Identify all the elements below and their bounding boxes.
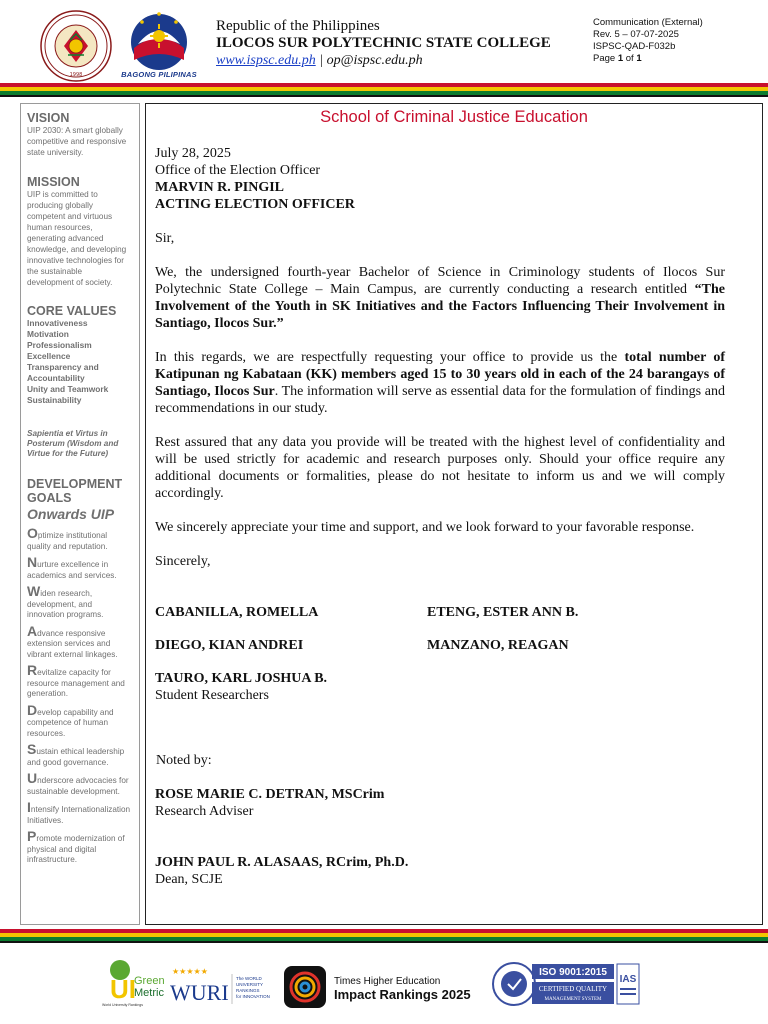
doc-classification: Communication (External)	[593, 17, 703, 28]
researchers-role: Student Researchers	[155, 688, 269, 703]
letter-date: July 28, 2025	[155, 146, 231, 161]
core-value-item: Unity and Teamwork	[27, 384, 109, 394]
researcher-name: DIEGO, KIAN ANDREI	[155, 638, 304, 653]
onwards-uip-heading: Onwards UIP	[27, 506, 115, 522]
header-color-stripes	[0, 83, 768, 97]
greenmetric-ui-label: UI	[110, 974, 136, 1004]
vision-text: UIP 2030: A smart globally competitive and responsive state university.	[27, 126, 127, 157]
mission-heading: MISSION	[27, 175, 80, 189]
paragraph-confidentiality: Rest assured that any data you provide will be treated with the highest level of confidentiality and will be used strictly for academic and research purposes only. Should your office require any additional documents or formalities, please do not hesitate to inform us and we will comply accordingly.	[155, 435, 725, 501]
adviser-name: ROSE MARIE C. DETRAN, MSCrim	[155, 787, 385, 802]
doc-revision: Rev. 5 – 07-07-2025	[593, 29, 679, 40]
iso-subtitle-line1: CERTIFIED QUALITY	[538, 985, 608, 993]
dean-role: Dean, SCJE	[155, 872, 223, 887]
greenmetric-name-line2: Metric	[134, 987, 164, 999]
recipient-office: Office of the Election Officer	[155, 163, 321, 178]
paragraph-request: In this regards, we are respectfully requesting your office to provide us the total number of Katipunan ng Kabataan (KK) members aged 15 to 30 years old in each of the 24 barangays of Santiago, Ilocos Sur. The information will serve as essential data for the formulation of findings and recommendations in our study.	[155, 350, 725, 416]
email-address: op@ispsc.edu.ph	[326, 53, 423, 68]
contact-links	[216, 52, 551, 69]
goal-item: Optimize institutional quality and reputation.	[27, 525, 108, 551]
core-value-item: Transparency and Accountability	[27, 362, 99, 383]
iso-certification-logo	[493, 963, 614, 1005]
goal-item: Nurture excellence in academics and services.	[27, 554, 117, 580]
recipient-title: ACTING ELECTION OFFICER	[155, 197, 355, 212]
link-separator: |	[319, 53, 324, 68]
wuri-stars: ★★★★★	[172, 967, 208, 976]
ias-label: IAS	[619, 974, 637, 985]
goal-item: Widen research, development, and innovation programs.	[27, 583, 104, 619]
greenmetric-subtitle: World University Rankings	[102, 1003, 143, 1007]
core-value-item: Excellence	[27, 351, 71, 361]
goal-item: Promote modernization of physical and digital infrastructure.	[27, 828, 125, 864]
core-value-item: Professionalism	[27, 340, 92, 350]
goal-item: Underscore advocacies for sustainable development.	[27, 770, 129, 796]
sidebar-institutional-info	[20, 103, 140, 925]
closing: Sincerely,	[155, 554, 211, 569]
wuri-desc-line: for INNOVATION	[236, 994, 270, 999]
accreditation-logos	[98, 958, 658, 1018]
doc-code: ISPSC-QAD-F032b	[593, 41, 676, 52]
institution-name: ILOCOS SUR POLYTECHNIC STATE COLLEGE	[216, 35, 551, 51]
department-title: School of Criminal Justice Education	[320, 108, 588, 126]
wuri-name: WURI	[170, 980, 229, 1005]
core-values-list	[27, 318, 139, 406]
institutional-motto: Sapientia et Virtus in Posterum (Wisdom and Virtue for the Future)	[27, 429, 119, 458]
iso-subtitle-line2: MANAGEMENT SYSTEM	[544, 997, 602, 1002]
core-value-item: Motivation	[27, 329, 69, 339]
recipient-name: MARVIN R. PINGIL	[155, 180, 285, 195]
researcher-name: TAURO, KARL JOSHUA B.	[155, 671, 328, 686]
ispsc-seal-logo	[40, 10, 112, 82]
letter-body-frame	[145, 103, 763, 925]
the-rankings-line1: Times Higher Education	[334, 976, 441, 987]
adviser-role: Research Adviser	[155, 804, 254, 819]
salutation: Sir,	[155, 231, 175, 246]
wuri-desc-line: RANKINGS	[236, 988, 260, 993]
vision-heading: VISION	[27, 111, 70, 125]
ias-accreditation-logo	[617, 964, 639, 1004]
letter-content	[155, 145, 725, 888]
goal-item: Develop capability and competence of human resources.	[27, 701, 114, 738]
researcher-name: ETENG, ESTER ANN B.	[427, 605, 579, 620]
wuri-desc-line: UNIVERSITY	[236, 982, 264, 987]
the-rankings-line2: Impact Rankings 2025	[334, 987, 471, 1002]
seal-year: 1998	[69, 72, 83, 78]
website-link[interactable]: www.ispsc.edu.ph	[216, 53, 316, 68]
goal-item: Revitalize capacity for resource management and generation.	[27, 662, 125, 698]
researcher-signatures	[155, 604, 725, 687]
wuri-desc-line: The WORLD	[236, 976, 262, 981]
core-values-heading: CORE VALUES	[27, 304, 117, 318]
country-name: Republic of the Philippines	[216, 18, 380, 34]
core-value-item: Innovativeness	[27, 318, 88, 328]
paragraph-intro: We, the undersigned fourth-year Bachelor of Science in Criminology students of Ilocos Sur Polytechnic State College – Main Campus, are currently conducting a research entitled “The Involvement of the Youth in SK Initiatives and the Factors Influencing Their Involvement in Santiago, Ilocos Sur.”	[155, 265, 725, 331]
goal-item: Sustain ethical leadership and good governance.	[27, 741, 125, 767]
wuri-logo	[170, 967, 270, 1005]
development-goals-heading: DEVELOPMENT GOALS	[27, 477, 123, 505]
ui-greenmetric-logo	[102, 960, 165, 1007]
greenmetric-name-line1: Green	[134, 975, 165, 987]
doc-page: Page 1 of 1	[593, 53, 642, 64]
researcher-name: CABANILLA, ROMELLA	[155, 605, 319, 620]
goal-item: Advance responsive extension services and vibrant external linkages.	[27, 622, 118, 659]
paragraph-appreciation: We sincerely appreciate your time and support, and we look forward to your favorable response.	[155, 520, 695, 535]
dean-name: JOHN PAUL R. ALASAAS, RCrim, Ph.D.	[155, 855, 409, 870]
the-impact-emblem	[284, 966, 326, 1008]
bagong-pilipinas-label: BAGONG PILIPINAS	[121, 70, 197, 79]
institution-header	[216, 18, 551, 69]
footer-color-stripes	[0, 929, 768, 943]
iso-title: ISO 9001:2015	[539, 967, 607, 978]
development-goals-list	[27, 527, 139, 866]
document-control-info	[593, 17, 703, 65]
goal-item: Intensify Internationalization Initiatives.	[27, 799, 131, 825]
noted-by-label: Noted by:	[156, 753, 212, 768]
core-value-item: Sustainability	[27, 395, 82, 405]
mission-text: UIP is committed to producing globally competent and virtuous human resources, generating advanced knowledge, and developing innovative technologies for the sustainable development of society.	[27, 190, 127, 287]
researcher-name: MANZANO, REAGAN	[427, 638, 569, 653]
